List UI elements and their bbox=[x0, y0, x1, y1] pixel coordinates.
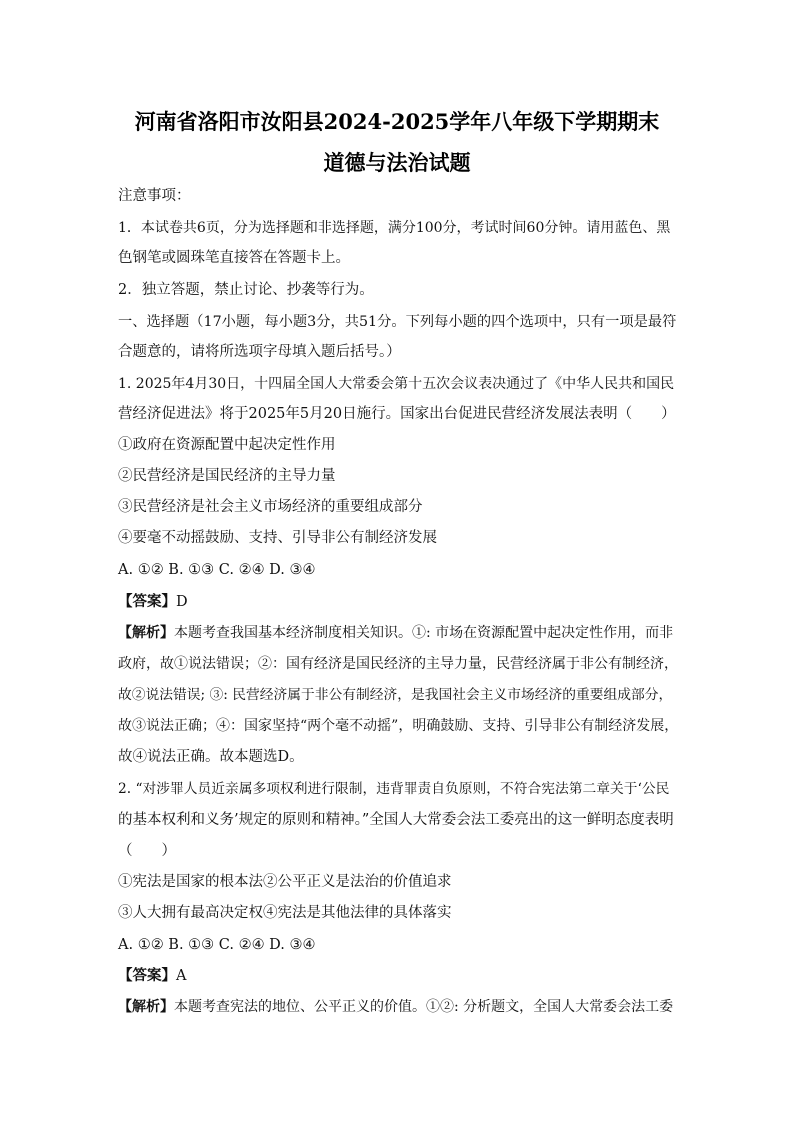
q2-analysis-line1 bbox=[118, 997, 678, 1017]
q1-choices: A. ①② B. ①③ C. ②④ D. ③④ bbox=[118, 562, 316, 578]
q1-analysis-line5: 故④说法正确。故本题选D。 bbox=[118, 749, 304, 765]
q1-analysis-text1: 本题考查我国基本经济制度相关知识。①: 市场在资源配置中起决定性作用，而非 bbox=[174, 625, 674, 641]
q1-answer-value: D bbox=[176, 594, 188, 610]
q1-option-3: ③民营经济是社会主义市场经济的重要组成部分 bbox=[118, 499, 423, 515]
q1-answer-label: 【答案】 bbox=[118, 593, 176, 610]
section1-instructions-line2: 合题意的，请将所选项字母填入题后括号。） bbox=[118, 344, 401, 360]
notice-item1-line1: 1．本试卷共6页，分为选择题和非选择题，满分100分，考试时间60分钟。请用蓝色、黑 bbox=[118, 220, 671, 236]
q2-stem-line2: 的基本权利和义务’规定的原则和精神。”全国人大常委会法工委亮出的这一鲜明态度表明 bbox=[118, 812, 674, 828]
q2-options-line2: ③人大拥有最高决定权④宪法是其他法律的具体落实 bbox=[118, 905, 452, 921]
q1-analysis-line2: 政府，故①说法错误；②：国有经济是国民经济的主导力量，民营经济属于非公有制经济， bbox=[118, 656, 678, 672]
q2-stem-line3: （ ） bbox=[118, 843, 176, 859]
q1-analysis-label: 【解析】 bbox=[118, 625, 174, 641]
q1-option-1: ①政府在资源配置中起决定性作用 bbox=[118, 437, 336, 453]
q1-stem-line2: 营经济促进法》将于2025年5月20日施行。国家出台促进民营经济发展法表明（ ） bbox=[118, 406, 676, 422]
q2-answer-label: 【答案】 bbox=[118, 967, 176, 984]
q2-choices: A. ①② B. ①③ C. ②④ D. ③④ bbox=[118, 937, 316, 953]
q2-answer-value: A bbox=[176, 968, 187, 984]
q1-analysis-line3: 故②说法错误; ③: 民营经济属于非公有制经济，是我国社会主义市场经济的重要组成部分， bbox=[118, 687, 673, 703]
q1-option-2: ②民营经济是国民经济的主导力量 bbox=[118, 468, 336, 484]
q2-answer bbox=[118, 966, 678, 986]
q1-option-4: ④要毫不动摇鼓励、支持、引导非公有制经济发展 bbox=[118, 530, 437, 546]
section1-instructions-line1: 一、选择题（17小题，每小题3分，共51分。下列每小题的四个选项中，只有一项是最符 bbox=[118, 314, 677, 330]
q1-answer bbox=[118, 592, 678, 612]
exam-title-line2: 道德与法治试题 bbox=[323, 150, 471, 175]
q1-analysis-line1 bbox=[118, 623, 678, 643]
q2-options-line1: ①宪法是国家的根本法②公平正义是法治的价值追求 bbox=[118, 874, 452, 890]
q1-stem-line1: 1. 2025年4月30日，十四届全国人大常委会第十五次会议表决通过了《中华人民共和国民 bbox=[118, 376, 675, 392]
notice-item2: 2．独立答题，禁止讨论、抄袭等行为。 bbox=[118, 282, 374, 298]
notice-heading: 注意事项： bbox=[118, 188, 191, 204]
q2-stem-line1: 2. “对涉罪人员近亲属多项权利进行限制，违背罪责自负原则，不符合宪法第二章关于‘公民 bbox=[118, 781, 670, 797]
notice-item1-line2: 色钢笔或圆珠笔直接答在答题卡上。 bbox=[118, 250, 350, 266]
exam-title-line1: 河南省洛阳市汝阳县2024-2025学年八年级下学期期末 bbox=[134, 109, 660, 134]
q2-analysis-label: 【解析】 bbox=[118, 999, 174, 1015]
q2-analysis-text1: 本题考查宪法的地位、公平正义的价值。①②: 分析题文，全国人大常委会法工委 bbox=[174, 999, 674, 1015]
q1-analysis-line4: 故③说法正确；④：国家坚持“两个毫不动摇”，明确鼓励、支持、引导非公有制经济发展， bbox=[118, 718, 679, 734]
